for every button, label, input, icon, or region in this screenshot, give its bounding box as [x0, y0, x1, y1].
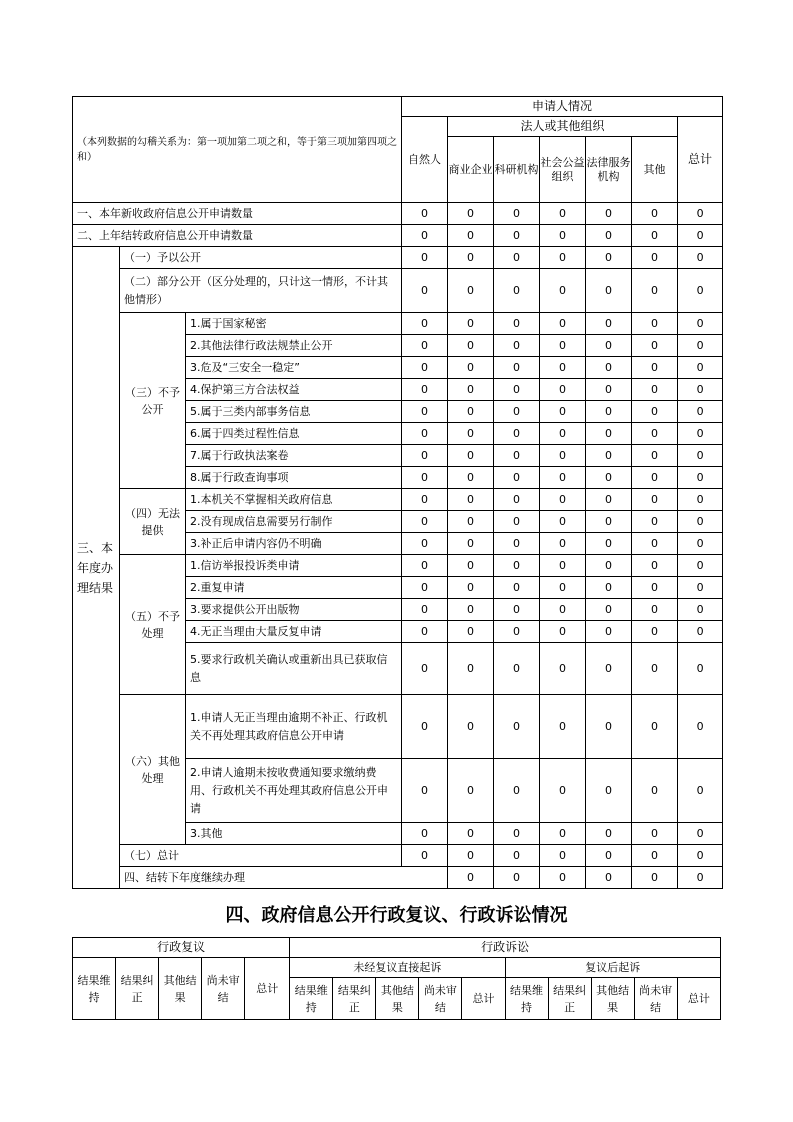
total-header: 总计: [678, 117, 723, 203]
org-header-business: 商业企业: [448, 137, 494, 203]
value-cell: 0: [586, 759, 632, 823]
after-col-corrected: 结果纠正: [548, 978, 591, 1020]
value-cell: 0: [540, 445, 586, 467]
value-cell: 0: [632, 225, 678, 247]
value-cell: 0: [586, 379, 632, 401]
value-cell: 0: [678, 511, 723, 533]
value-cell: 0: [494, 225, 540, 247]
value-cell: 0: [678, 555, 723, 577]
group-label-other-handling: （六）其他处理: [120, 695, 186, 845]
value-cell: 0: [402, 357, 448, 379]
value-cell: 0: [494, 555, 540, 577]
value-cell: 0: [494, 759, 540, 823]
value-cell: 0: [402, 823, 448, 845]
value-cell: 0: [540, 379, 586, 401]
application-stats-table: [72, 96, 723, 889]
direct-col-other: 其他结果: [376, 978, 419, 1020]
value-cell: 0: [448, 445, 494, 467]
value-cell: 0: [678, 401, 723, 423]
value-cell: 0: [632, 599, 678, 621]
value-cell: 0: [540, 247, 586, 269]
value-cell: 0: [540, 357, 586, 379]
value-cell: 0: [540, 335, 586, 357]
direct-col-corrected: 结果纠正: [333, 978, 376, 1020]
value-cell: 0: [586, 203, 632, 225]
value-cell: 0: [586, 335, 632, 357]
group-label-not-disclosed: （三）不予公开: [120, 313, 186, 489]
sub-row-label: 2.没有现成信息需要另行制作: [186, 511, 402, 533]
value-cell: 0: [632, 489, 678, 511]
value-cell: 0: [448, 845, 494, 867]
value-cell: 0: [678, 823, 723, 845]
row-label-disclosed: （一）予以公开: [120, 247, 402, 269]
value-cell: 0: [632, 695, 678, 759]
value-cell: 0: [540, 467, 586, 489]
value-cell: 0: [494, 247, 540, 269]
after-col-maintained: 结果维持: [505, 978, 548, 1020]
value-cell: 0: [632, 867, 678, 889]
value-cell: 0: [448, 225, 494, 247]
review-col-maintained: 结果维持: [73, 958, 116, 1020]
value-cell: 0: [632, 445, 678, 467]
value-cell: 0: [494, 599, 540, 621]
value-cell: 0: [586, 489, 632, 511]
value-cell: 0: [448, 599, 494, 621]
value-cell: 0: [494, 445, 540, 467]
value-cell: 0: [586, 823, 632, 845]
sub-row-label: 2.重复申请: [186, 577, 402, 599]
value-cell: 0: [402, 467, 448, 489]
value-cell: 0: [586, 643, 632, 695]
value-cell: 0: [632, 555, 678, 577]
value-cell: 0: [402, 621, 448, 643]
value-cell: 0: [678, 643, 723, 695]
value-cell: 0: [678, 867, 723, 889]
sub-row-label: 2.申请人逾期未按收费通知要求缴纳费用、行政机关不再处理其政府信息公开申请: [186, 759, 402, 823]
value-cell: 0: [632, 203, 678, 225]
value-cell: 0: [448, 423, 494, 445]
direct-litigation-header: 未经复议直接起诉: [290, 958, 505, 978]
value-cell: 0: [494, 357, 540, 379]
sub-row-label: 3.危及“三安全一稳定”: [186, 357, 402, 379]
sub-row-label: 3.要求提供公开出版物: [186, 599, 402, 621]
sub-row-label: 1.信访举报投诉类申请: [186, 555, 402, 577]
row-label-carried-over: 二、上年结转政府信息公开申请数量: [73, 225, 402, 247]
value-cell: 0: [678, 489, 723, 511]
review-col-other: 其他结果: [159, 958, 202, 1020]
review-col-corrected: 结果纠正: [116, 958, 159, 1020]
value-cell: 0: [586, 313, 632, 335]
value-cell: 0: [586, 401, 632, 423]
value-cell: 0: [402, 759, 448, 823]
org-header-public-welfare: 社会公益组织: [540, 137, 586, 203]
value-cell: 0: [678, 225, 723, 247]
row-label-results-total: （七）总计: [120, 845, 402, 867]
review-col-pending: 尚未审结: [202, 958, 245, 1020]
value-cell: 0: [402, 401, 448, 423]
row-label-partial: （二）部分公开（区分处理的，只计这一情形，不计其他情形）: [120, 269, 402, 313]
sub-row-label: 3.其他: [186, 823, 402, 845]
sub-row-label: 2.其他法律行政法规禁止公开: [186, 335, 402, 357]
value-cell: 0: [448, 401, 494, 423]
value-cell: 0: [448, 269, 494, 313]
value-cell: 0: [586, 269, 632, 313]
sub-row-label: 6.属于四类过程性信息: [186, 423, 402, 445]
sub-row-label: 1.申请人无正当理由逾期不补正、行政机关不再处理其政府信息公开申请: [186, 695, 402, 759]
value-cell: 0: [402, 247, 448, 269]
value-cell: 0: [586, 599, 632, 621]
value-cell: 0: [678, 695, 723, 759]
value-cell: 0: [494, 823, 540, 845]
group-label-not-processed: （五）不予处理: [120, 555, 186, 695]
value-cell: 0: [586, 695, 632, 759]
value-cell: 0: [678, 621, 723, 643]
value-cell: 0: [586, 621, 632, 643]
after-col-total: 总计: [677, 978, 720, 1020]
value-cell: 0: [494, 489, 540, 511]
org-header-legal-service: 法律服务机构: [586, 137, 632, 203]
value-cell: 0: [448, 203, 494, 225]
column-note: （本列数据的勾稽关系为：第一项加第二项之和，等于第三项加第四项之和）: [73, 97, 402, 203]
value-cell: 0: [586, 867, 632, 889]
value-cell: 0: [448, 867, 494, 889]
value-cell: 0: [448, 489, 494, 511]
value-cell: 0: [586, 511, 632, 533]
value-cell: 0: [540, 823, 586, 845]
value-cell: 0: [678, 445, 723, 467]
value-cell: 0: [678, 203, 723, 225]
value-cell: 0: [678, 845, 723, 867]
value-cell: 0: [402, 379, 448, 401]
value-cell: 0: [678, 357, 723, 379]
value-cell: 0: [540, 599, 586, 621]
value-cell: 0: [632, 643, 678, 695]
value-cell: 0: [402, 695, 448, 759]
value-cell: 0: [448, 621, 494, 643]
value-cell: 0: [678, 269, 723, 313]
value-cell: 0: [540, 203, 586, 225]
value-cell: 0: [586, 555, 632, 577]
sub-row-label: 5.要求行政机关确认或重新出具已获取信息: [186, 643, 402, 695]
value-cell: 0: [678, 423, 723, 445]
value-cell: 0: [494, 203, 540, 225]
value-cell: 0: [540, 489, 586, 511]
value-cell: 0: [586, 577, 632, 599]
row-label-carry-to-next-year: 四、结转下年度继续办理: [120, 867, 448, 889]
value-cell: 0: [632, 313, 678, 335]
section-4-title: 四、政府信息公开行政复议、行政诉讼情况: [225, 905, 568, 926]
value-cell: 0: [586, 357, 632, 379]
value-cell: 0: [448, 379, 494, 401]
value-cell: 0: [678, 577, 723, 599]
sub-row-label: 8.属于行政查询事项: [186, 467, 402, 489]
value-cell: 0: [586, 845, 632, 867]
value-cell: 0: [448, 357, 494, 379]
value-cell: 0: [448, 577, 494, 599]
value-cell: 0: [448, 823, 494, 845]
value-cell: 0: [632, 379, 678, 401]
value-cell: 0: [678, 533, 723, 555]
sub-row-label: 5.属于三类内部事务信息: [186, 401, 402, 423]
value-cell: 0: [494, 467, 540, 489]
value-cell: 0: [494, 379, 540, 401]
value-cell: 0: [678, 759, 723, 823]
value-cell: 0: [402, 335, 448, 357]
value-cell: 0: [678, 379, 723, 401]
value-cell: 0: [448, 555, 494, 577]
value-cell: 0: [632, 335, 678, 357]
value-cell: 0: [494, 845, 540, 867]
value-cell: 0: [540, 867, 586, 889]
value-cell: 0: [540, 621, 586, 643]
value-cell: 0: [540, 555, 586, 577]
value-cell: 0: [632, 823, 678, 845]
value-cell: 0: [586, 445, 632, 467]
value-cell: 0: [540, 845, 586, 867]
after-review-litigation-header: 复议后起诉: [505, 958, 721, 978]
value-cell: 0: [494, 313, 540, 335]
value-cell: 0: [402, 423, 448, 445]
value-cell: 0: [494, 695, 540, 759]
value-cell: 0: [586, 467, 632, 489]
value-cell: 0: [448, 533, 494, 555]
value-cell: 0: [586, 533, 632, 555]
org-header-research: 科研机构: [494, 137, 540, 203]
value-cell: 0: [632, 467, 678, 489]
value-cell: 0: [402, 577, 448, 599]
value-cell: 0: [494, 269, 540, 313]
value-cell: 0: [632, 511, 678, 533]
value-cell: 0: [678, 313, 723, 335]
value-cell: 0: [494, 643, 540, 695]
sub-row-label: 4.保护第三方合法权益: [186, 379, 402, 401]
value-cell: 0: [632, 423, 678, 445]
value-cell: 0: [402, 489, 448, 511]
after-col-pending: 尚未审结: [634, 978, 677, 1020]
value-cell: 0: [540, 313, 586, 335]
row-label-new-applications: 一、本年新收政府信息公开申请数量: [73, 203, 402, 225]
value-cell: 0: [494, 867, 540, 889]
sub-row-label: 4.无正当理由大量反复申请: [186, 621, 402, 643]
applicant-header: 申请人情况: [402, 97, 723, 117]
value-cell: 0: [586, 247, 632, 269]
value-cell: 0: [402, 643, 448, 695]
value-cell: 0: [678, 247, 723, 269]
litigation-header: 行政诉讼: [290, 938, 721, 958]
value-cell: 0: [402, 533, 448, 555]
value-cell: 0: [402, 599, 448, 621]
value-cell: 0: [448, 335, 494, 357]
value-cell: 0: [632, 577, 678, 599]
value-cell: 0: [586, 225, 632, 247]
natural-person-header: 自然人: [402, 117, 448, 203]
direct-col-total: 总计: [462, 978, 505, 1020]
value-cell: 0: [540, 269, 586, 313]
value-cell: 0: [494, 577, 540, 599]
sub-row-label: 1.本机关不掌握相关政府信息: [186, 489, 402, 511]
value-cell: 0: [448, 643, 494, 695]
value-cell: 0: [540, 511, 586, 533]
value-cell: 0: [540, 533, 586, 555]
value-cell: 0: [402, 225, 448, 247]
value-cell: 0: [402, 511, 448, 533]
value-cell: 0: [494, 335, 540, 357]
value-cell: 0: [494, 511, 540, 533]
value-cell: 0: [540, 225, 586, 247]
value-cell: 0: [540, 423, 586, 445]
value-cell: 0: [540, 643, 586, 695]
value-cell: 0: [632, 759, 678, 823]
value-cell: 0: [448, 511, 494, 533]
value-cell: 0: [494, 423, 540, 445]
value-cell: 0: [678, 335, 723, 357]
value-cell: 0: [632, 845, 678, 867]
sub-row-label: 1.属于国家秘密: [186, 313, 402, 335]
value-cell: 0: [632, 247, 678, 269]
value-cell: 0: [632, 269, 678, 313]
value-cell: 0: [448, 695, 494, 759]
value-cell: 0: [448, 247, 494, 269]
value-cell: 0: [402, 313, 448, 335]
value-cell: 0: [402, 555, 448, 577]
value-cell: 0: [632, 621, 678, 643]
value-cell: 0: [448, 313, 494, 335]
value-cell: 0: [402, 203, 448, 225]
value-cell: 0: [540, 401, 586, 423]
legal-group-header: 法人或其他组织: [448, 117, 678, 137]
review-col-total: 总计: [245, 958, 290, 1020]
value-cell: 0: [540, 577, 586, 599]
value-cell: 0: [632, 533, 678, 555]
direct-col-pending: 尚未审结: [419, 978, 462, 1020]
after-col-other: 其他结果: [591, 978, 634, 1020]
value-cell: 0: [678, 467, 723, 489]
value-cell: 0: [540, 695, 586, 759]
value-cell: 0: [402, 445, 448, 467]
value-cell: 0: [494, 401, 540, 423]
value-cell: 0: [402, 269, 448, 313]
value-cell: 0: [448, 759, 494, 823]
value-cell: 0: [678, 599, 723, 621]
value-cell: 0: [632, 357, 678, 379]
review-header: 行政复议: [73, 938, 290, 958]
review-litigation-table: [72, 937, 721, 1020]
value-cell: 0: [402, 845, 448, 867]
result-category-label: 三、本年度办理结果: [73, 247, 120, 889]
value-cell: 0: [586, 423, 632, 445]
value-cell: 0: [494, 533, 540, 555]
sub-row-label: 7.属于行政执法案卷: [186, 445, 402, 467]
sub-row-label: 3.补正后申请内容仍不明确: [186, 533, 402, 555]
value-cell: 0: [540, 759, 586, 823]
group-label-unable-to-provide: （四）无法提供: [120, 489, 186, 555]
value-cell: 0: [632, 401, 678, 423]
value-cell: 0: [448, 467, 494, 489]
direct-col-maintained: 结果维持: [290, 978, 333, 1020]
value-cell: 0: [494, 621, 540, 643]
org-header-other: 其他: [632, 137, 678, 203]
